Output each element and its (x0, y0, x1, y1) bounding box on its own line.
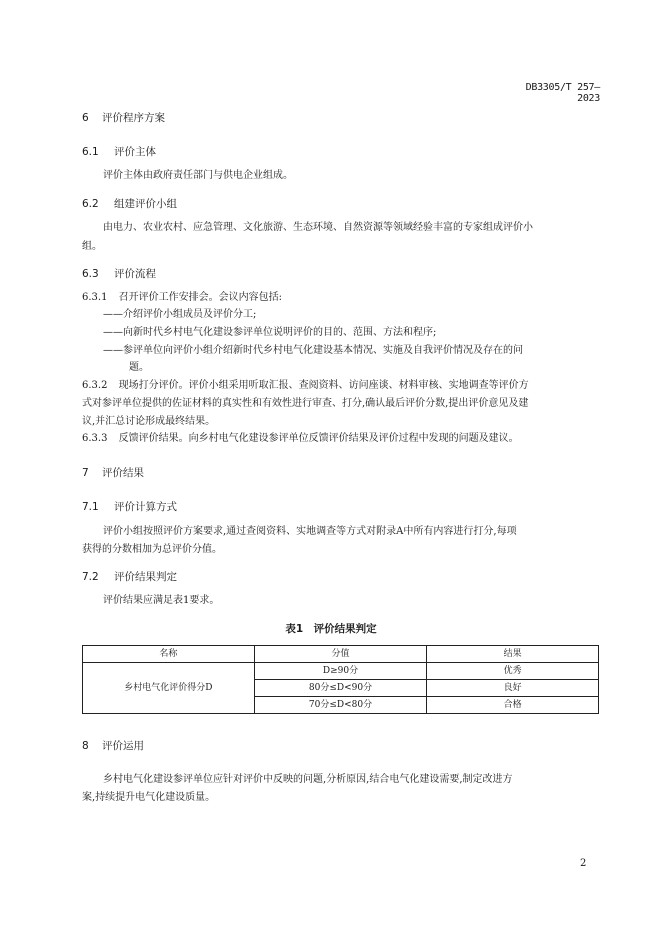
section-title: 评价计算方式 (114, 501, 178, 513)
paragraph-6-3-2-line2: 式对参评单位提供的佐证材料的真实性和有效性进行审查、打分,确认最后评价分数,提出评价意见及建 (82, 398, 529, 409)
table-title: 表1 评价结果判定 (285, 623, 377, 635)
section-7-1-heading (82, 499, 177, 514)
clause-number: 6.3.2 (82, 380, 108, 391)
clause-number: 6.3.3 (82, 433, 108, 444)
section-7-2-heading (82, 569, 177, 584)
section-title: 评价程序方案 (102, 112, 166, 124)
list-item-continuation: 题。 (129, 362, 149, 373)
clause-text: 现场打分评价。评价小组采用听取汇报、查阅资料、访问座谈、材料审核、实地调查等评价方 (118, 380, 529, 391)
table-cell-name: 乡村电气化评价得分D (83, 663, 255, 714)
paragraph-7-1-line1: 评价小组按照评价方案要求,通过查阅资料、实地调查等方式对附录A中所有内容进行打分,每项 (103, 526, 517, 537)
section-number: 7.2 (82, 571, 99, 583)
paragraph-8-line2: 案,持续提升电气化建设质量。 (82, 792, 216, 803)
paragraph-6-3-2-line3: 议,并汇总讨论形成最终结果。 (82, 416, 216, 427)
paragraph-7-1-line2: 获得的分数相加为总评价分值。 (82, 544, 222, 555)
paragraph-6-1: 评价主体由政府责任部门与供电企业组成。 (103, 170, 293, 181)
table-cell-score: 80分≤D<90分 (254, 680, 427, 697)
section-number: 6.2 (82, 198, 99, 210)
clause-text: 召开评价工作安排会。会议内容包括: (118, 292, 283, 303)
section-number: 6 (82, 112, 89, 124)
section-title: 评价结果判定 (114, 571, 178, 583)
section-title: 组建评价小组 (114, 198, 178, 210)
section-number: 8 (82, 740, 89, 752)
table-row (83, 663, 599, 680)
clause-text: 反馈评价结果。向乡村电气化建设参评单位反馈评价结果及评价过程中发现的问题及建议。 (118, 433, 519, 444)
table-cell-result: 优秀 (427, 663, 599, 680)
paragraph-6-2-line2: 组。 (82, 241, 102, 252)
list-item: ——介绍评价小组成员及评价分工; (103, 309, 257, 320)
table-cell-score: D≥90分 (254, 663, 427, 680)
section-number: 6.1 (82, 146, 99, 158)
paragraph-6-3-2-line1 (82, 376, 529, 395)
table-header-row (83, 646, 599, 663)
table-header-cell: 分值 (254, 646, 427, 663)
section-8-heading (82, 738, 144, 753)
clause-number: 6.3.1 (82, 292, 108, 303)
section-number: 7.1 (82, 501, 99, 513)
evaluation-result-table (82, 645, 599, 714)
section-6-1-heading (82, 144, 156, 159)
section-7-heading (82, 465, 144, 480)
page-number: 2 (580, 858, 587, 869)
paragraph-8-line1: 乡村电气化建设参评单位应针对评价中反映的问题,分析原因,结合电气化建设需要,制定改进方 (103, 774, 513, 785)
section-6-heading (82, 110, 165, 125)
table-cell-result: 良好 (427, 680, 599, 697)
paragraph-6-2-line1: 由电力、农业农村、应急管理、文化旅游、生态环境、自然资源等领域经验丰富的专家组成评价小 (103, 222, 533, 233)
section-title: 评价运用 (102, 740, 145, 752)
table-header-cell: 名称 (83, 646, 255, 663)
paragraph-7-2: 评价结果应满足表1要求。 (103, 595, 220, 606)
section-6-2-heading (82, 196, 177, 211)
table-cell-result: 合格 (427, 697, 599, 714)
table-cell-score: 70分≤D<80分 (254, 697, 427, 714)
section-number: 6.3 (82, 268, 99, 280)
section-title: 评价流程 (114, 268, 157, 280)
section-title: 评价主体 (114, 146, 157, 158)
document-id: DB3305/T 257—2023 (525, 82, 600, 104)
paragraph-6-3-3 (82, 429, 519, 448)
section-number: 7 (82, 467, 89, 479)
list-item: ——向新时代乡村电气化建设参评单位说明评价的目的、范围、方法和程序; (103, 327, 437, 338)
table-header-cell: 结果 (427, 646, 599, 663)
section-title: 评价结果 (102, 467, 145, 479)
section-6-3-heading (82, 266, 156, 281)
list-item: ——参评单位向评价小组介绍新时代乡村电气化建设基本情况、实施及自我评价情况及存在的问 (103, 345, 523, 356)
